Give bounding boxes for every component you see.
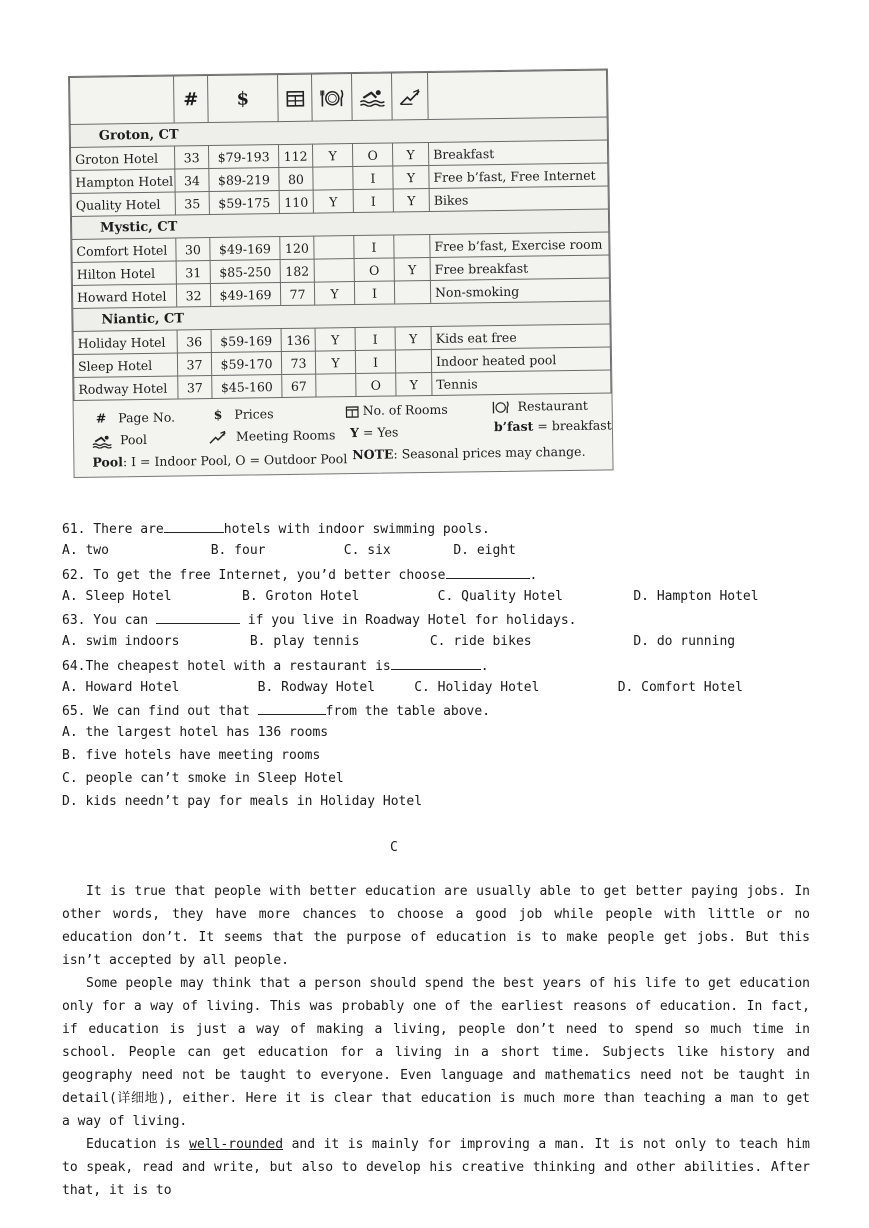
passage-paragraph-2: Some people may think that a person should spend the best years of his life to get education only for a way of living. This was probably one of the earliest reasons of education. In fact, if education is just a way of making a living, people don’t need to spend so much time in school. People can get education for a living in a short time. Subjects like history and geography need not be taught to everyone. Even language and mathematics need not be taught in detail(详细地), either. Here it is clear that education is much more than teaching a man to get a way of living. [62,976,810,1129]
header-price-symbol: $ [208,75,279,123]
cell-pool: O [354,258,394,282]
cell-name: Comfort Hotel [72,238,176,262]
cell-page: 32 [176,284,210,307]
table-header-row [70,70,608,124]
cell-price: $79-193 [208,145,278,169]
section-label: C [390,840,398,855]
header-empty [70,76,175,124]
cell-price: $89-219 [209,168,279,192]
stem-text: 61. There are [62,522,164,537]
cell-pool: I [353,166,393,190]
cell-notes: Tennis [432,370,611,395]
town-name: Niantic, CT [73,301,610,331]
cell-meeting [394,280,430,304]
cell-name: Quality Hotel [71,192,175,216]
cell-notes: Indoor heated pool [431,347,610,372]
stem-text: if you live in Roadway Hotel for holidays. [239,613,577,628]
cell-price: $59-175 [209,191,279,215]
stem-text: 65. We can find out that [62,704,258,719]
cell-restaurant: Y [314,282,354,306]
cell-restaurant [316,374,356,398]
cell-name: Rodway Hotel [74,376,178,400]
underlined-term: well-rounded [189,1137,284,1152]
cell-pool: I [355,327,395,351]
passage [62,880,810,1202]
cell-meeting: Y [393,165,429,189]
cell-name: Howard Hotel [72,284,176,308]
cell-meeting [394,234,430,258]
answer-blank [156,610,240,624]
cell-rooms: 67 [282,374,316,397]
restaurant-icon [492,401,510,414]
stem-text: from the table above. [325,704,491,719]
cell-page: 36 [177,330,211,353]
cell-page: 31 [176,261,210,284]
question-options: A. two B. four C. six D. eight [62,543,516,558]
legend-pool-key: Pool: I = Indoor Pool, O = Outdoor Pool [92,451,348,470]
legend-bfast: b’fast = breakfast [493,417,612,435]
table-legend [74,393,613,487]
cell-restaurant [314,259,354,283]
cell-page: 35 [175,192,209,215]
cell-notes: Free breakfast [430,255,609,280]
stem-text: hotels with indoor swimming pools. [223,522,490,537]
answer-blank [164,519,224,533]
cell-restaurant [314,236,354,260]
cell-meeting: Y [393,188,429,212]
cell-name: Groton Hotel [70,146,174,170]
cell-rooms: 120 [280,236,314,259]
cell-price: $85-250 [210,260,280,284]
cell-price: $49-169 [210,283,280,307]
rooms-icon [278,74,313,121]
cell-price: $49-169 [210,237,280,261]
header-page-symbol: # [174,76,209,123]
legend-page: # Page No. [95,409,176,426]
cell-notes: Free b’fast, Free Internet [429,163,608,188]
cell-pool: I [355,350,395,374]
legend-restaurant: Restaurant [492,398,588,414]
cell-price: $45-160 [212,375,282,399]
cell-rooms: 77 [280,282,314,305]
question-stem [62,519,490,538]
cell-rooms: 73 [281,351,315,374]
question-stem [62,565,537,584]
rooms-icon [346,405,359,417]
town-name: Groton, CT [70,117,607,147]
question-options: A. swim indoors B. play tennis C. ride bikes D. do running [62,634,736,649]
cell-meeting: Y [395,326,431,350]
cell-notes: Bikes [429,186,608,211]
town-name: Mystic, CT [71,209,608,239]
stem-text: 63. You can [62,613,156,628]
question-option: B. five hotels have meeting rooms [62,748,321,763]
cell-restaurant: Y [313,190,353,214]
legend-meeting: Meeting Rooms [208,427,336,444]
cell-pool: I [354,281,394,305]
stem-text: . [529,568,538,583]
cell-rooms: 110 [279,190,313,213]
cell-page: 34 [175,169,209,192]
cell-rooms: 112 [278,144,312,167]
answer-blank [258,701,326,715]
passage-p3-start: Education is [86,1137,190,1152]
meeting-icon [208,431,228,444]
hotel-table [69,69,611,400]
cell-name: Holiday Hotel [73,330,177,354]
cell-notes: Non-smoking [430,278,609,303]
cell-restaurant: Y [312,144,352,168]
answer-blank [391,656,481,670]
meeting-icon [391,72,428,119]
stem-text: . [480,659,489,674]
question-stem [62,610,576,629]
cell-restaurant: Y [315,328,355,352]
legend-note: NOTE: Seasonal prices may change. [352,443,586,463]
stem-text: 64.The cheapest hotel with a restaurant is [62,659,391,674]
cell-notes: Breakfast [428,140,607,165]
passage-paragraph-1: It is true that people with better education are usually able to get better paying jobs. In other words, they have more chances to choose a good job while people with little or no education don’t. It seems that the purpose of education is to make people get jobs. But this isn’t accepted by all people. [62,884,810,968]
question-stem [62,656,489,675]
question-option: A. the largest hotel has 136 rooms [62,725,329,740]
restaurant-icon [311,74,352,122]
pool-icon [92,434,112,448]
cell-page: 30 [176,238,210,261]
cell-pool: I [353,189,393,213]
passage-paragraph-3 [62,1133,810,1202]
cell-notes: Free b’fast, Exercise room [430,232,609,257]
cell-meeting: Y [396,372,432,396]
hotel-table-image [68,68,614,478]
cell-pool: I [354,235,394,259]
legend-yes: Y = Yes [349,424,399,441]
cell-restaurant [313,167,353,191]
cell-page: 37 [177,353,211,376]
question-options: A. Howard Hotel B. Rodway Hotel C. Holiday Hotel D. Comfort Hotel [62,680,743,695]
cell-page: 33 [174,146,208,169]
cell-rooms: 182 [280,259,314,282]
cell-page: 37 [178,376,212,399]
cell-restaurant: Y [315,351,355,375]
legend-price: $ Prices [213,406,274,422]
header-notes [427,70,607,119]
cell-name: Hampton Hotel [71,169,175,193]
legend-rooms: No. of Rooms [346,402,448,418]
cell-rooms: 136 [281,328,315,351]
cell-pool: O [356,373,396,397]
cell-meeting: Y [392,142,428,166]
cell-pool: O [352,143,392,167]
legend-pool: Pool [92,432,147,448]
question-option: D. kids needn’t pay for meals in Holiday Hotel [62,794,423,809]
question-stem [62,701,490,720]
cell-notes: Kids eat free [431,324,610,349]
question-options: A. Sleep Hotel B. Groton Hotel C. Quality Hotel D. Hampton Hotel [62,589,759,604]
cell-price: $59-169 [211,329,281,353]
cell-name: Hilton Hotel [72,261,176,285]
stem-text: 62. To get the free Internet, you’d better choose [62,568,446,583]
passage-p3-end: and it is mainly for improving a man. It is not only to teach him to speak, read and write, but also to develop his creative thinking and other abilities. After that, it is to [62,1137,811,1198]
cell-meeting: Y [394,257,430,281]
question-option: C. people can’t smoke in Sleep Hotel [62,771,344,786]
pool-icon [351,73,392,121]
answer-blank [446,565,530,579]
cell-meeting [395,349,431,373]
cell-price: $59-170 [211,352,281,376]
cell-name: Sleep Hotel [73,353,177,377]
cell-rooms: 80 [279,167,313,190]
